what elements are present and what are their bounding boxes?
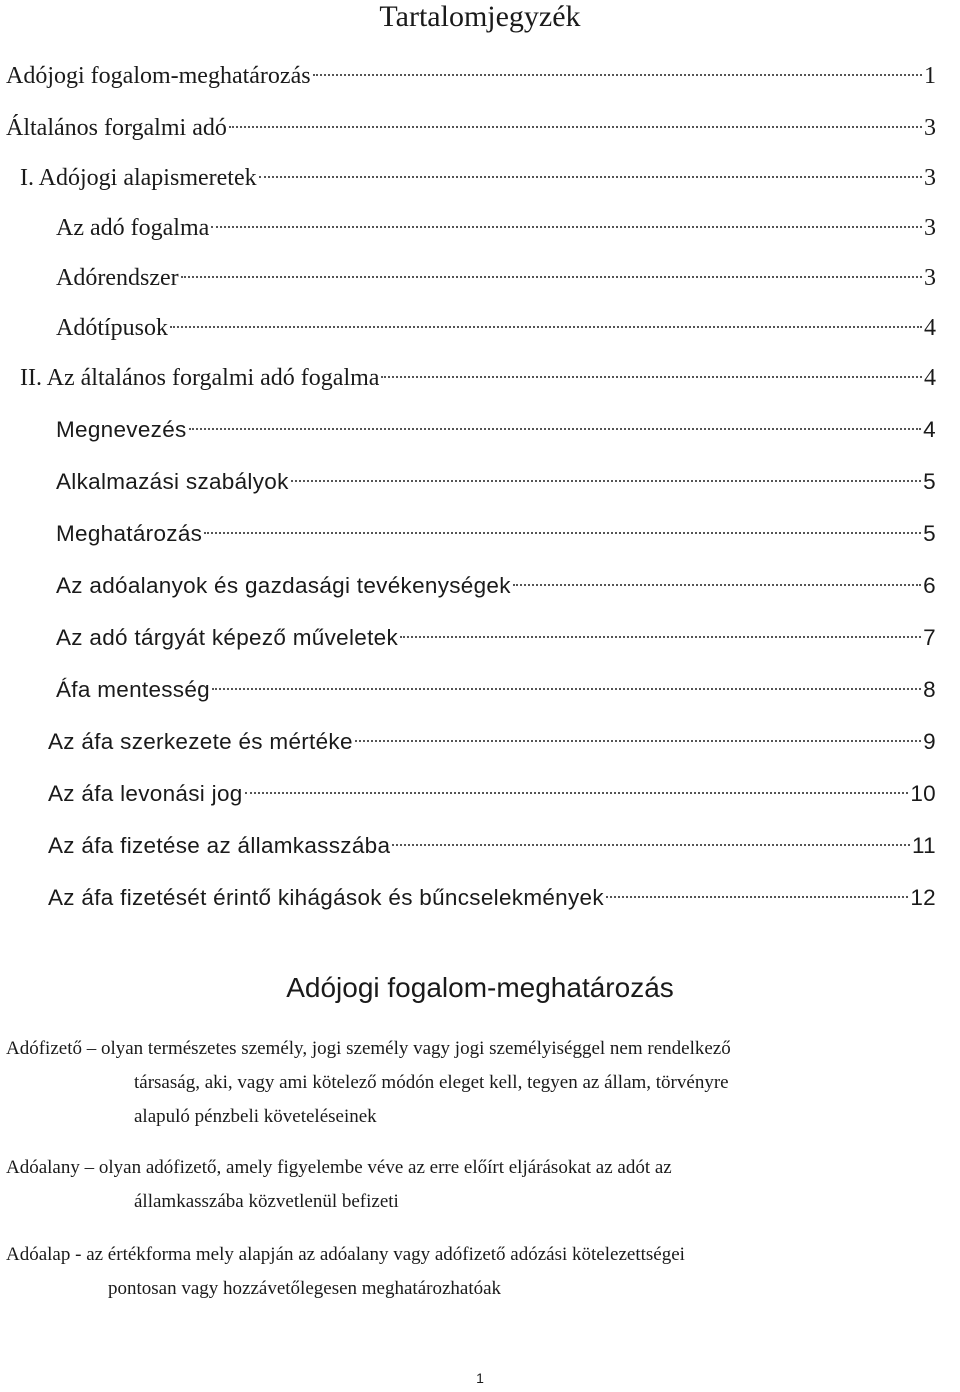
toc-entry-page: 9	[923, 729, 936, 754]
toc-entry-page: 8	[923, 677, 936, 702]
toc-entry-page: 3	[924, 115, 936, 141]
toc-leader	[229, 124, 922, 128]
toc-entry[interactable]	[56, 568, 936, 604]
toc-entry-label: Az áfa levonási jog	[48, 781, 243, 806]
toc-entry-label: Adójogi fogalom-meghatározás	[6, 63, 311, 89]
toc-entry[interactable]	[20, 160, 936, 196]
toc-entry-page: 3	[924, 215, 936, 241]
toc-leader	[400, 634, 921, 638]
toc-entry-page: 4	[923, 417, 936, 442]
toc-entry[interactable]	[6, 110, 936, 146]
toc-entry-page: 3	[924, 165, 936, 191]
toc-leader	[245, 790, 909, 794]
toc-entry-page: 4	[924, 315, 936, 341]
toc-entry-label: Alkalmazási szabályok	[56, 469, 289, 494]
toc-entry[interactable]	[56, 412, 936, 448]
toc-entry[interactable]	[48, 828, 936, 864]
toc-leader	[291, 478, 922, 482]
definition-line: államkasszába közvetlenül befizeti	[134, 1191, 399, 1212]
page-title: Tartalomjegyzék	[379, 0, 581, 33]
definition-adofizeto	[6, 1032, 956, 1134]
toc-leader	[181, 274, 922, 278]
toc-entry-label: Az adó tárgyát képező műveletek	[56, 625, 398, 650]
toc-entry-page: 4	[924, 365, 936, 391]
toc-entry-page: 7	[923, 625, 936, 650]
toc-entry[interactable]	[56, 620, 936, 656]
toc-leader	[170, 324, 922, 328]
toc-leader	[259, 174, 922, 178]
page-number: 1	[476, 1370, 484, 1386]
toc-entry-page: 3	[924, 265, 936, 291]
definition-line: társaság, aki, vagy ami kötelező módón eleget kell, tegyen az állam, törvényre	[134, 1072, 729, 1093]
toc-leader	[204, 530, 921, 534]
toc-entry-label: Általános forgalmi adó	[6, 115, 227, 141]
toc-leader	[211, 224, 922, 228]
definition-line: Adófizető – olyan természetes személy, jogi személy vagy jogi személyiséggel nem rendelkező	[6, 1038, 731, 1059]
toc-entry[interactable]	[56, 672, 936, 708]
toc-leader	[355, 738, 921, 742]
toc-leader	[392, 842, 910, 846]
toc-entry[interactable]	[56, 464, 936, 500]
definition-line: Adóalany – olyan adófizető, amely figyelembe véve az erre előírt eljárásokat az adót az	[6, 1157, 672, 1178]
toc-entry[interactable]	[56, 260, 936, 296]
definition-adoalany	[6, 1151, 956, 1219]
toc-entry-label: Adórendszer	[56, 265, 179, 291]
toc-entry-label: II. Az általános forgalmi adó fogalma	[20, 365, 380, 391]
toc-entry-label: I. Adójogi alapismeretek	[20, 165, 257, 191]
toc-entry[interactable]	[48, 776, 936, 812]
definition-line: pontosan vagy hozzávetőlegesen meghatározhatóak	[108, 1278, 502, 1299]
toc-entry-page: 12	[910, 885, 936, 910]
toc-entry-label: Az adó fogalma	[56, 215, 210, 241]
toc-entry-page: 6	[923, 573, 936, 598]
toc-entry-label: Adótípusok	[56, 315, 169, 341]
toc-entry-page: 5	[923, 469, 936, 494]
definition-line: alapuló pénzbeli követeléseinek	[134, 1106, 377, 1127]
toc-leader	[189, 426, 922, 430]
toc-entry-label: Az adóalanyok és gazdasági tevékenységek	[56, 573, 511, 598]
section-title: Adójogi fogalom-meghatározás	[286, 972, 674, 1003]
toc-entry-page: 1	[924, 63, 936, 89]
toc-entry-label: Az áfa fizetését érintő kihágások és bűncselekmények	[48, 885, 604, 910]
definition-adoalap	[6, 1238, 956, 1306]
toc-entry-label: Meghatározás	[56, 521, 203, 546]
toc-entry-page: 5	[923, 521, 936, 546]
toc-entry[interactable]	[48, 724, 936, 760]
toc-entry[interactable]	[56, 310, 936, 346]
toc-leader	[513, 582, 921, 586]
toc-entry-page: 10	[910, 781, 936, 806]
toc-entry-label: Áfa mentesség	[56, 677, 210, 702]
toc-entry[interactable]	[48, 880, 936, 916]
definition-line: Adóalap - az értékforma mely alapján az adóalany vagy adófizető adózási kötelezettségei	[6, 1244, 685, 1265]
toc-leader	[212, 686, 921, 690]
toc-entry[interactable]	[20, 360, 936, 396]
toc-leader	[313, 72, 922, 76]
toc-entry[interactable]	[56, 516, 936, 552]
toc-entry[interactable]	[56, 210, 936, 246]
toc-leader	[381, 374, 922, 378]
toc-entry-page: 11	[912, 833, 936, 858]
toc-entry[interactable]	[6, 58, 936, 94]
toc-entry-label: Az áfa szerkezete és mértéke	[48, 729, 353, 754]
toc-entry-label: Az áfa fizetése az államkasszába	[48, 833, 391, 858]
toc-entry-label: Megnevezés	[56, 417, 187, 442]
toc-leader	[606, 894, 908, 898]
